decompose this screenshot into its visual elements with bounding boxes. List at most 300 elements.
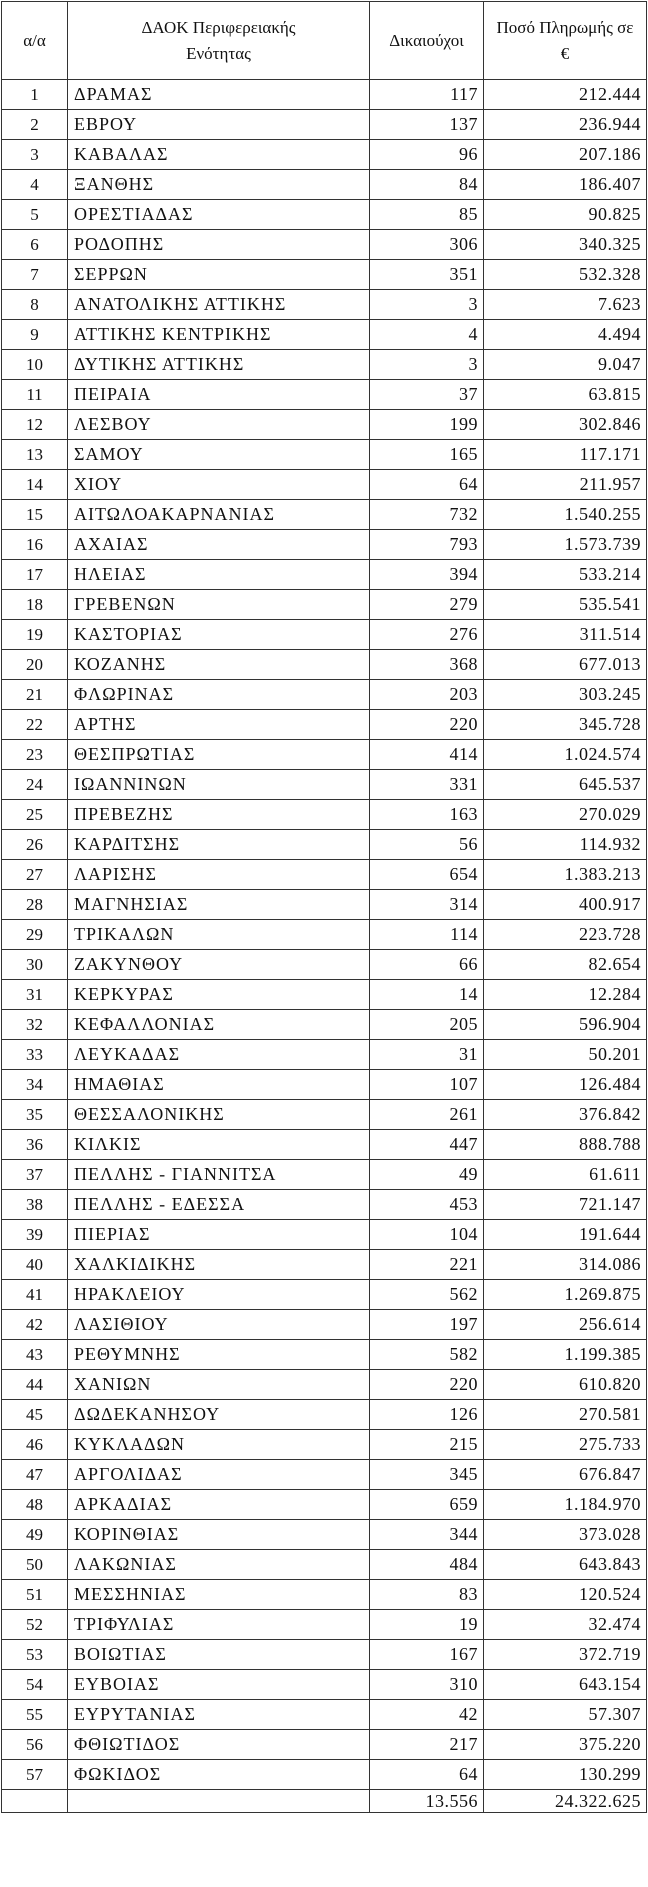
amount-value: 9.047 xyxy=(484,350,647,380)
row-number: 10 xyxy=(2,350,68,380)
row-number: 32 xyxy=(2,1010,68,1040)
table-row xyxy=(2,350,647,380)
row-number: 47 xyxy=(2,1460,68,1490)
beneficiaries-value: 19 xyxy=(370,1610,484,1640)
table-header xyxy=(2,2,647,80)
row-number: 53 xyxy=(2,1640,68,1670)
row-number: 34 xyxy=(2,1070,68,1100)
region-name: ΦΘΙΩΤΙΔΟΣ xyxy=(68,1730,370,1760)
beneficiaries-value: 276 xyxy=(370,620,484,650)
amount-value: 372.719 xyxy=(484,1640,647,1670)
region-name: ΑΧΑΙΑΣ xyxy=(68,530,370,560)
table-row xyxy=(2,830,647,860)
region-name: ΑΡΚΑΔΙΑΣ xyxy=(68,1490,370,1520)
amount-value: 400.917 xyxy=(484,890,647,920)
region-name: ΑΙΤΩΛΟΑΚΑΡΝΑΝΙΑΣ xyxy=(68,500,370,530)
region-name: ΜΕΣΣΗΝΙΑΣ xyxy=(68,1580,370,1610)
beneficiaries-value: 167 xyxy=(370,1640,484,1670)
region-name: ΚΑΡΔΙΤΣΗΣ xyxy=(68,830,370,860)
amount-value: 186.407 xyxy=(484,170,647,200)
beneficiaries-value: 484 xyxy=(370,1550,484,1580)
amount-value: 7.623 xyxy=(484,290,647,320)
region-name: ΑΡΓΟΛΙΔΑΣ xyxy=(68,1460,370,1490)
amount-value: 117.171 xyxy=(484,440,647,470)
table-row xyxy=(2,1070,647,1100)
amount-value: 532.328 xyxy=(484,260,647,290)
amount-value: 4.494 xyxy=(484,320,647,350)
beneficiaries-value: 654 xyxy=(370,860,484,890)
table-row xyxy=(2,1430,647,1460)
beneficiaries-value: 117 xyxy=(370,80,484,110)
amount-value: 212.444 xyxy=(484,80,647,110)
row-number: 1 xyxy=(2,80,68,110)
region-name: ΟΡΕΣΤΙΑΔΑΣ xyxy=(68,200,370,230)
amount-value: 126.484 xyxy=(484,1070,647,1100)
region-name: ΛΑΣΙΘΙΟΥ xyxy=(68,1310,370,1340)
table-row xyxy=(2,1190,647,1220)
region-name: ΛΕΣΒΟΥ xyxy=(68,410,370,440)
amount-value: 12.284 xyxy=(484,980,647,1010)
region-name: ΧΙΟΥ xyxy=(68,470,370,500)
table-row xyxy=(2,170,647,200)
row-number: 52 xyxy=(2,1610,68,1640)
amount-value: 82.654 xyxy=(484,950,647,980)
beneficiaries-value: 331 xyxy=(370,770,484,800)
amount-value: 256.614 xyxy=(484,1310,647,1340)
region-name: ΤΡΙΦΥΛΙΑΣ xyxy=(68,1610,370,1640)
row-number: 2 xyxy=(2,110,68,140)
header-amount: Ποσό Πληρωμής σε € xyxy=(484,2,647,80)
row-number: 22 xyxy=(2,710,68,740)
beneficiaries-value: 414 xyxy=(370,740,484,770)
beneficiaries-value: 447 xyxy=(370,1130,484,1160)
amount-value: 275.733 xyxy=(484,1430,647,1460)
beneficiaries-value: 793 xyxy=(370,530,484,560)
totals-num-cell xyxy=(2,1790,68,1813)
amount-value: 314.086 xyxy=(484,1250,647,1280)
region-name: ΚΟΡΙΝΘΙΑΣ xyxy=(68,1520,370,1550)
row-number: 19 xyxy=(2,620,68,650)
region-name: ΖΑΚΥΝΘΟΥ xyxy=(68,950,370,980)
row-number: 16 xyxy=(2,530,68,560)
row-number: 37 xyxy=(2,1160,68,1190)
row-number: 42 xyxy=(2,1310,68,1340)
beneficiaries-value: 49 xyxy=(370,1160,484,1190)
beneficiaries-value: 345 xyxy=(370,1460,484,1490)
amount-value: 373.028 xyxy=(484,1520,647,1550)
region-name: ΔΡΑΜΑΣ xyxy=(68,80,370,110)
table-row xyxy=(2,1610,647,1640)
amount-value: 1.383.213 xyxy=(484,860,647,890)
table-row xyxy=(2,710,647,740)
beneficiaries-value: 137 xyxy=(370,110,484,140)
region-name: ΠΕΛΛΗΣ - ΓΙΑΝΝΙΤΣΑ xyxy=(68,1160,370,1190)
beneficiaries-value: 64 xyxy=(370,470,484,500)
beneficiaries-value: 14 xyxy=(370,980,484,1010)
beneficiaries-value: 215 xyxy=(370,1430,484,1460)
row-number: 5 xyxy=(2,200,68,230)
table-row xyxy=(2,1730,647,1760)
table-row xyxy=(2,980,647,1010)
table-row xyxy=(2,230,647,260)
table-row xyxy=(2,1310,647,1340)
table-row xyxy=(2,200,647,230)
table-row xyxy=(2,1220,647,1250)
beneficiaries-value: 114 xyxy=(370,920,484,950)
amount-value: 302.846 xyxy=(484,410,647,440)
amount-value: 340.325 xyxy=(484,230,647,260)
beneficiaries-value: 220 xyxy=(370,710,484,740)
region-name: ΠΡΕΒΕΖΗΣ xyxy=(68,800,370,830)
region-name: ΡΕΘΥΜΝΗΣ xyxy=(68,1340,370,1370)
amount-value: 676.847 xyxy=(484,1460,647,1490)
amount-value: 50.201 xyxy=(484,1040,647,1070)
row-number: 4 xyxy=(2,170,68,200)
table-row xyxy=(2,1580,647,1610)
row-number: 26 xyxy=(2,830,68,860)
beneficiaries-value: 205 xyxy=(370,1010,484,1040)
region-name: ΠΙΕΡΙΑΣ xyxy=(68,1220,370,1250)
amount-value: 211.957 xyxy=(484,470,647,500)
beneficiaries-value: 453 xyxy=(370,1190,484,1220)
table-row xyxy=(2,80,647,110)
row-number: 54 xyxy=(2,1670,68,1700)
region-name: ΚΕΡΚΥΡΑΣ xyxy=(68,980,370,1010)
amount-value: 61.611 xyxy=(484,1160,647,1190)
amount-value: 1.024.574 xyxy=(484,740,647,770)
amount-value: 643.154 xyxy=(484,1670,647,1700)
beneficiaries-value: 197 xyxy=(370,1310,484,1340)
region-name: ΚΕΦΑΛΛΟΝΙΑΣ xyxy=(68,1010,370,1040)
row-number: 44 xyxy=(2,1370,68,1400)
row-number: 17 xyxy=(2,560,68,590)
header-beneficiaries: Δικαιούχοι xyxy=(370,2,484,80)
amount-value: 888.788 xyxy=(484,1130,647,1160)
region-name: ΕΥΡΥΤΑΝΙΑΣ xyxy=(68,1700,370,1730)
row-number: 8 xyxy=(2,290,68,320)
row-number: 6 xyxy=(2,230,68,260)
totals-row xyxy=(2,1790,647,1813)
row-number: 56 xyxy=(2,1730,68,1760)
region-name: ΣΑΜΟΥ xyxy=(68,440,370,470)
table-row xyxy=(2,290,647,320)
amount-value: 114.932 xyxy=(484,830,647,860)
beneficiaries-value: 221 xyxy=(370,1250,484,1280)
region-name: ΘΕΣΣΑΛΟΝΙΚΗΣ xyxy=(68,1100,370,1130)
region-name: ΙΩΑΝΝΙΝΩΝ xyxy=(68,770,370,800)
region-name: ΚΟΖΑΝΗΣ xyxy=(68,650,370,680)
region-name: ΠΕΙΡΑΙΑ xyxy=(68,380,370,410)
beneficiaries-value: 126 xyxy=(370,1400,484,1430)
totals-label-cell xyxy=(68,1790,370,1813)
table-row xyxy=(2,890,647,920)
table-row xyxy=(2,680,647,710)
row-number: 13 xyxy=(2,440,68,470)
amount-value: 223.728 xyxy=(484,920,647,950)
row-number: 27 xyxy=(2,860,68,890)
row-number: 12 xyxy=(2,410,68,440)
amount-value: 721.147 xyxy=(484,1190,647,1220)
row-number: 35 xyxy=(2,1100,68,1130)
header-num: α/α xyxy=(2,2,68,80)
amount-value: 535.541 xyxy=(484,590,647,620)
table-row xyxy=(2,380,647,410)
region-name: ΔΥΤΙΚΗΣ ΑΤΤΙΚΗΣ xyxy=(68,350,370,380)
amount-value: 270.581 xyxy=(484,1400,647,1430)
table-row xyxy=(2,1160,647,1190)
region-name: ΒΟΙΩΤΙΑΣ xyxy=(68,1640,370,1670)
beneficiaries-value: 199 xyxy=(370,410,484,440)
table-row xyxy=(2,1520,647,1550)
amount-value: 1.540.255 xyxy=(484,500,647,530)
table-row xyxy=(2,1130,647,1160)
beneficiaries-value: 562 xyxy=(370,1280,484,1310)
table-footer xyxy=(2,1790,647,1813)
beneficiaries-value: 104 xyxy=(370,1220,484,1250)
beneficiaries-value: 85 xyxy=(370,200,484,230)
table-row xyxy=(2,470,647,500)
table-row xyxy=(2,110,647,140)
table-row xyxy=(2,770,647,800)
beneficiaries-value: 66 xyxy=(370,950,484,980)
row-number: 20 xyxy=(2,650,68,680)
region-name: ΑΝΑΤΟΛΙΚΗΣ ΑΤΤΙΚΗΣ xyxy=(68,290,370,320)
row-number: 3 xyxy=(2,140,68,170)
amount-value: 130.299 xyxy=(484,1760,647,1790)
amount-value: 345.728 xyxy=(484,710,647,740)
header-row xyxy=(2,2,647,80)
beneficiaries-value: 37 xyxy=(370,380,484,410)
table-row xyxy=(2,500,647,530)
row-number: 50 xyxy=(2,1550,68,1580)
row-number: 18 xyxy=(2,590,68,620)
table-row xyxy=(2,440,647,470)
amount-value: 1.184.970 xyxy=(484,1490,647,1520)
beneficiaries-value: 31 xyxy=(370,1040,484,1070)
table-row xyxy=(2,1490,647,1520)
region-name: ΤΡΙΚΑΛΩΝ xyxy=(68,920,370,950)
amount-value: 1.199.385 xyxy=(484,1340,647,1370)
region-name: ΚΙΛΚΙΣ xyxy=(68,1130,370,1160)
table-row xyxy=(2,1370,647,1400)
beneficiaries-value: 220 xyxy=(370,1370,484,1400)
table-row xyxy=(2,920,647,950)
region-name: ΠΕΛΛΗΣ - ΕΔΕΣΣΑ xyxy=(68,1190,370,1220)
beneficiaries-value: 314 xyxy=(370,890,484,920)
row-number: 49 xyxy=(2,1520,68,1550)
region-name: ΛΑΚΩΝΙΑΣ xyxy=(68,1550,370,1580)
table-row xyxy=(2,260,647,290)
table-row xyxy=(2,650,647,680)
row-number: 30 xyxy=(2,950,68,980)
row-number: 57 xyxy=(2,1760,68,1790)
row-number: 55 xyxy=(2,1700,68,1730)
row-number: 40 xyxy=(2,1250,68,1280)
table-row xyxy=(2,1010,647,1040)
table-row xyxy=(2,1760,647,1790)
table-row xyxy=(2,1280,647,1310)
row-number: 46 xyxy=(2,1430,68,1460)
table-row xyxy=(2,560,647,590)
region-name: ΧΑΛΚΙΔΙΚΗΣ xyxy=(68,1250,370,1280)
region-name: ΚΑΣΤΟΡΙΑΣ xyxy=(68,620,370,650)
beneficiaries-value: 83 xyxy=(370,1580,484,1610)
table-row xyxy=(2,1460,647,1490)
table-row xyxy=(2,590,647,620)
beneficiaries-value: 96 xyxy=(370,140,484,170)
region-name: ΞΑΝΘΗΣ xyxy=(68,170,370,200)
beneficiaries-value: 84 xyxy=(370,170,484,200)
amount-value: 90.825 xyxy=(484,200,647,230)
beneficiaries-value: 261 xyxy=(370,1100,484,1130)
beneficiaries-value: 107 xyxy=(370,1070,484,1100)
row-number: 51 xyxy=(2,1580,68,1610)
row-number: 38 xyxy=(2,1190,68,1220)
region-name: ΑΡΤΗΣ xyxy=(68,710,370,740)
region-name: ΗΛΕΙΑΣ xyxy=(68,560,370,590)
region-name: ΘΕΣΠΡΩΤΙΑΣ xyxy=(68,740,370,770)
beneficiaries-value: 42 xyxy=(370,1700,484,1730)
region-name: ΣΕΡΡΩΝ xyxy=(68,260,370,290)
row-number: 28 xyxy=(2,890,68,920)
amount-value: 677.013 xyxy=(484,650,647,680)
beneficiaries-value: 165 xyxy=(370,440,484,470)
beneficiaries-value: 351 xyxy=(370,260,484,290)
amount-value: 610.820 xyxy=(484,1370,647,1400)
amount-value: 57.307 xyxy=(484,1700,647,1730)
beneficiaries-value: 659 xyxy=(370,1490,484,1520)
table-row xyxy=(2,1640,647,1670)
table-row xyxy=(2,1340,647,1370)
beneficiaries-value: 203 xyxy=(370,680,484,710)
table-row xyxy=(2,1670,647,1700)
row-number: 7 xyxy=(2,260,68,290)
row-number: 31 xyxy=(2,980,68,1010)
row-number: 45 xyxy=(2,1400,68,1430)
beneficiaries-value: 163 xyxy=(370,800,484,830)
amount-value: 376.842 xyxy=(484,1100,647,1130)
region-name: ΕΒΡΟΥ xyxy=(68,110,370,140)
table-row xyxy=(2,950,647,980)
region-name: ΗΡΑΚΛΕΙΟΥ xyxy=(68,1280,370,1310)
amount-value: 645.537 xyxy=(484,770,647,800)
row-number: 39 xyxy=(2,1220,68,1250)
region-name: ΓΡΕΒΕΝΩΝ xyxy=(68,590,370,620)
beneficiaries-value: 394 xyxy=(370,560,484,590)
payments-table xyxy=(1,1,647,1813)
beneficiaries-value: 368 xyxy=(370,650,484,680)
beneficiaries-value: 4 xyxy=(370,320,484,350)
amount-value: 1.269.875 xyxy=(484,1280,647,1310)
total-beneficiaries: 13.556 xyxy=(370,1790,484,1813)
amount-value: 311.514 xyxy=(484,620,647,650)
row-number: 23 xyxy=(2,740,68,770)
row-number: 21 xyxy=(2,680,68,710)
amount-value: 533.214 xyxy=(484,560,647,590)
table-body xyxy=(2,80,647,1790)
row-number: 33 xyxy=(2,1040,68,1070)
amount-value: 63.815 xyxy=(484,380,647,410)
header-region: ΔΑΟΚ Περιφερειακής Ενότητας xyxy=(68,2,370,80)
region-name: ΚΑΒΑΛΑΣ xyxy=(68,140,370,170)
amount-value: 236.944 xyxy=(484,110,647,140)
table-row xyxy=(2,620,647,650)
beneficiaries-value: 64 xyxy=(370,1760,484,1790)
amount-value: 207.186 xyxy=(484,140,647,170)
region-name: ΦΩΚΙΔΟΣ xyxy=(68,1760,370,1790)
row-number: 36 xyxy=(2,1130,68,1160)
table-row xyxy=(2,800,647,830)
table-row xyxy=(2,530,647,560)
beneficiaries-value: 310 xyxy=(370,1670,484,1700)
beneficiaries-value: 56 xyxy=(370,830,484,860)
table-row xyxy=(2,1700,647,1730)
beneficiaries-value: 306 xyxy=(370,230,484,260)
table-row xyxy=(2,1400,647,1430)
beneficiaries-value: 3 xyxy=(370,350,484,380)
row-number: 14 xyxy=(2,470,68,500)
region-name: ΚΥΚΛΑΔΩΝ xyxy=(68,1430,370,1460)
region-name: ΜΑΓΝΗΣΙΑΣ xyxy=(68,890,370,920)
region-name: ΕΥΒΟΙΑΣ xyxy=(68,1670,370,1700)
row-number: 43 xyxy=(2,1340,68,1370)
row-number: 9 xyxy=(2,320,68,350)
beneficiaries-value: 279 xyxy=(370,590,484,620)
amount-value: 270.029 xyxy=(484,800,647,830)
row-number: 11 xyxy=(2,380,68,410)
table-row xyxy=(2,320,647,350)
region-name: ΛΕΥΚΑΔΑΣ xyxy=(68,1040,370,1070)
table-row xyxy=(2,740,647,770)
amount-value: 596.904 xyxy=(484,1010,647,1040)
region-name: ΔΩΔΕΚΑΝΗΣΟΥ xyxy=(68,1400,370,1430)
row-number: 24 xyxy=(2,770,68,800)
amount-value: 303.245 xyxy=(484,680,647,710)
table-row xyxy=(2,1040,647,1070)
amount-value: 375.220 xyxy=(484,1730,647,1760)
amount-value: 1.573.739 xyxy=(484,530,647,560)
beneficiaries-value: 344 xyxy=(370,1520,484,1550)
table-row xyxy=(2,140,647,170)
amount-value: 32.474 xyxy=(484,1610,647,1640)
beneficiaries-value: 732 xyxy=(370,500,484,530)
total-amount: 24.322.625 xyxy=(484,1790,647,1813)
row-number: 15 xyxy=(2,500,68,530)
beneficiaries-value: 582 xyxy=(370,1340,484,1370)
table-row xyxy=(2,1550,647,1580)
amount-value: 643.843 xyxy=(484,1550,647,1580)
region-name: ΧΑΝΙΩΝ xyxy=(68,1370,370,1400)
row-number: 29 xyxy=(2,920,68,950)
region-name: ΛΑΡΙΣΗΣ xyxy=(68,860,370,890)
row-number: 25 xyxy=(2,800,68,830)
region-name: ΡΟΔΟΠΗΣ xyxy=(68,230,370,260)
region-name: ΑΤΤΙΚΗΣ ΚΕΝΤΡΙΚΗΣ xyxy=(68,320,370,350)
payments-table-sheet xyxy=(1,1,646,1813)
region-name: ΗΜΑΘΙΑΣ xyxy=(68,1070,370,1100)
row-number: 41 xyxy=(2,1280,68,1310)
row-number: 48 xyxy=(2,1490,68,1520)
beneficiaries-value: 3 xyxy=(370,290,484,320)
amount-value: 191.644 xyxy=(484,1220,647,1250)
table-row xyxy=(2,1100,647,1130)
beneficiaries-value: 217 xyxy=(370,1730,484,1760)
region-name: ΦΛΩΡΙΝΑΣ xyxy=(68,680,370,710)
table-row xyxy=(2,410,647,440)
table-row xyxy=(2,1250,647,1280)
table-row xyxy=(2,860,647,890)
amount-value: 120.524 xyxy=(484,1580,647,1610)
